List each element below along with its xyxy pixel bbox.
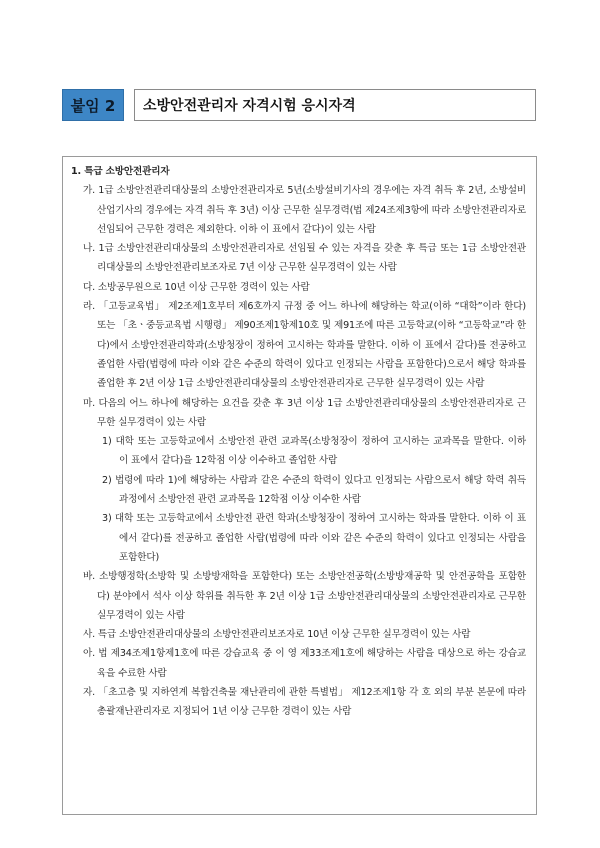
item-ba: 바. 소방행정학(소방학 및 소방방재학을 포함한다) 또는 소방안전공학(소방방재공학 및 안전공학을 포함한다) 분야에서 석사 이상 학위를 취득한 후 2년 이상 1급 소방안전관리대상물의 소방안전관리자로 근무한 실무경력이 있는 사람 (83, 571, 526, 621)
subitem-2: 2) 법령에 따라 1)에 해당하는 사람과 같은 수준의 학력이 있다고 인정되는 사람으로서 해당 학력 취득 과정에서 소방안전 관련 교과목을 12학점 이상 이수한 사람 (102, 474, 526, 506)
item-da: 다. 소방공무원으로 10년 이상 근무한 경력이 있는 사람 (83, 281, 310, 293)
item-a: 아. 법 제34조제1항제1호에 따른 강습교육 중 이 영 제33조제1호에 해당하는 사람을 대상으로 하는 강습교육을 수료한 사람 (83, 648, 526, 679)
subitem-1: 1) 대학 또는 고등학교에서 소방안전 관련 교과목(소방청장이 정하여 고시하는 교과목을 말한다. 이하 이 표에서 같다)을 12학점 이상 이수하고 졸업한 사람 (102, 436, 526, 467)
qualification-content-box (62, 156, 537, 815)
item-na: 나. 1급 소방안전관리대상물의 소방안전관리자로 선임될 수 있는 자격을 갖춘 후 특급 또는 1급 소방안전관리대상물의 소방안전관리보조자로 7년 이상 근무한 실무경력이 있는 사람 (83, 243, 526, 274)
item-ja: 자. 「초고층 및 지하연계 복합건축물 재난관리에 관한 특별법」 제12조제1항 각 호 외의 부분 본문에 따라 총괄재난관리자로 지정되어 1년 이상 근무한 경력이 있는 사람 (83, 687, 526, 718)
item-ga: 가. 1급 소방안전관리대상물의 소방안전관리자로 5년(소방설비기사의 경우에는 자격 취득 후 2년, 소방설비산업기사의 경우에는 자격 취득 후 3년) 이상 근무한 실무경력(법 제24조제3항에 따라 소방안전관리자로 선임되어 근무한 경력은 제외한다. 이하 이 표에서 같다)이 있는 사람 (83, 185, 526, 235)
item-ra: 라. 「고등교육법」 제2조제1호부터 제6호까지 규정 중 어느 하나에 해당하는 학교(이하 “대학”이라 한다) 또는 「초ㆍ중등교육법 시행령」 제90조제1항제10호 및 제91조에 따른 고등학교(이하 “고등학교”라 한다)에서 소방안전관리학과(소방청장이 정하여 고시하는 학과를 말한다. 이하 이 표에서 같다)를 전공하고 졸업한 사람(법령에 따라 이와 같은 수준의 학력이 있다고 인정되는 사람을 포함한다)으로서 해당 학과를 졸업한 후 2년 이상 1급 소방안전관리대상물의 소방안전관리자로 근무한 실무경력이 있는 사람 (83, 301, 526, 390)
item-sa: 사. 특급 소방안전관리대상물의 소방안전관리보조자로 10년 이상 근무한 실무경력이 있는 사람 (83, 629, 471, 641)
item-ma: 마. 다음의 어느 하나에 해당하는 요건을 갖춘 후 3년 이상 1급 소방안전관리대상물의 소방안전관리자로 근무한 실무경력이 있는 사람 (83, 397, 526, 428)
section-title: 1. 특급 소방안전관리자 (71, 166, 170, 177)
appendix-badge: 붙임 2 (62, 89, 124, 121)
appendix-title: 소방안전관리자 자격시험 응시자격 (134, 89, 536, 121)
appendix-header (62, 89, 536, 121)
subitem-3: 3) 대학 또는 고등학교에서 소방안전 관련 학과(소방청장이 정하여 고시하는 학과를 말한다. 이하 이 표에서 같다)를 전공하고 졸업한 사람(법령에 따라 이와 같은 수준의 학력이 있다고 인정되는 사람을 포함한다) (102, 513, 526, 563)
